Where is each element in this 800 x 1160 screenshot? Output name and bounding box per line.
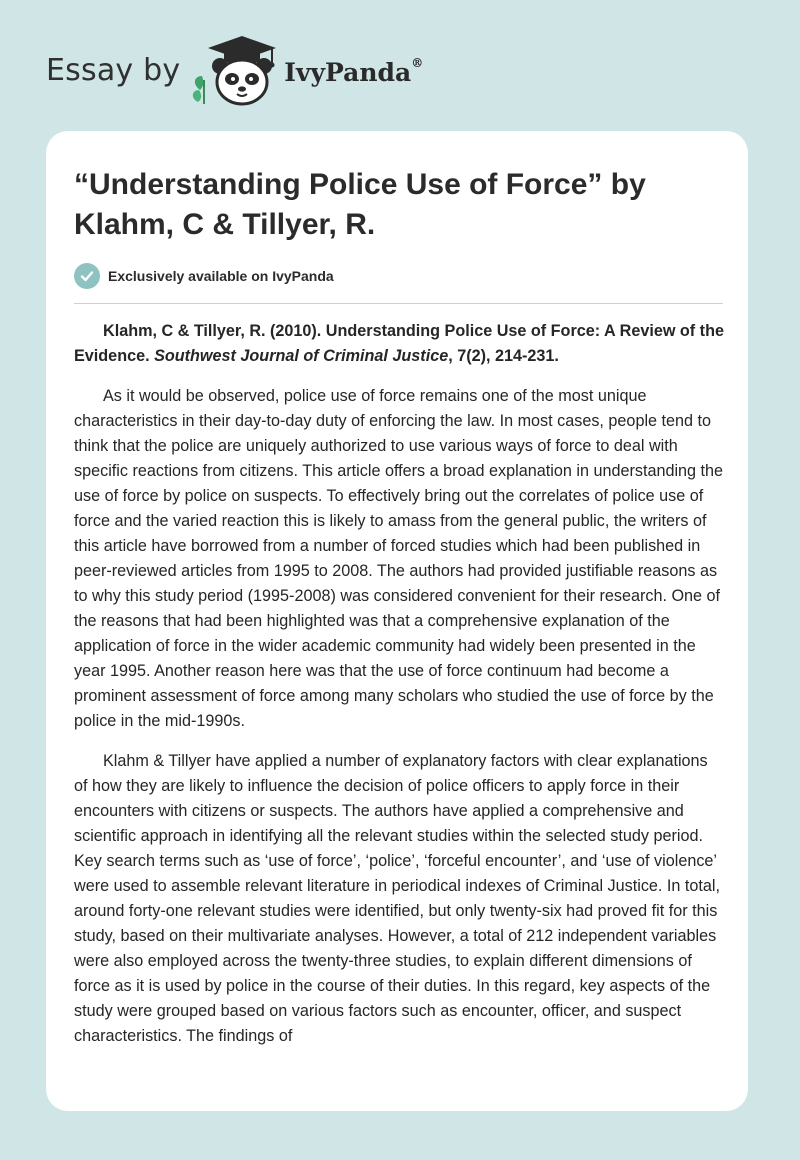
site-header — [46, 30, 506, 110]
reference-citation — [74, 319, 724, 369]
divider — [74, 303, 723, 304]
exclusive-badge — [74, 262, 334, 290]
check-icon — [74, 263, 100, 289]
reference-journal: Southwest Journal of Criminal Justice — [154, 347, 449, 365]
badge-text: Exclusively available on IvyPanda — [108, 268, 334, 284]
essay-title: “Understanding Police Use of Force” by Klahm, C & Tillyer, R. — [74, 168, 646, 241]
paragraph-1: As it would be observed, police use of force remains one of the most unique characteristics in their day-to-day duty of enforcing the law. In most cases, people tend to think that the police are uniquely authorized to use various ways of force to deal with specific reactions from citizens. This article offers a broad explanation in understanding the use of force by police on suspects. To effectively bring out the correlates of police use of force and the varied reaction this is likely to amass from the general public, the writers of this article have borrowed from a number of forced studies which had been published in peer-reviewed articles from 1995 to 2008. The authors had provided justifiable reasons as to why this study period (1995-2008) was considered convenient for their research. One of the reasons that had been highlighted was that a comprehensive explanation of the application of force in the wider academic community had widely been presented in the year 1995. Another reason here was that the use of force continuum had become a prominent assessment of force among many scholars who studied the use of force by the police in the mid-1990s. — [74, 387, 724, 730]
brand-name[interactable]: IvyPanda® — [284, 56, 424, 87]
registered-mark: ® — [411, 56, 424, 71]
essay-card — [46, 131, 748, 1111]
ivypanda-logo-icon[interactable] — [190, 32, 282, 108]
paragraph-2: Klahm & Tillyer have applied a number of explanatory factors with clear explanations of how they are likely to influence the decision of police officers to apply force in their encounters with citizens or suspects. The authors have applied a comprehensive and scientific approach in identifying all the relevant studies within the selected study period. Key search terms such as ‘use of force’, ‘police’, ‘forceful encounter’, and ‘use of violence’ were used to assemble relevant literature in periodical indexes of Criminal Justice. In total, around forty-one relevant studies were identified, but only twenty-six had proved fit for this study, based on their multivariate analyses. However, a total of 212 independent variables were also employed across the twenty-three studies, to explain different dimensions of force as it is used by police in the course of their duties. In this regard, key aspects of the study were grouped based on various factors such as encounter, officer, and suspect characteristics. The findings of — [74, 752, 721, 1045]
essay-by-label: Essay by — [46, 52, 181, 88]
reference-main: Klahm, C & Tillyer, R. (2010). Understanding Police Use of Force: A Review of the Evidence. — [74, 322, 724, 365]
essay-body — [74, 319, 724, 1064]
reference-tail: , 7(2), 214-231. — [448, 347, 559, 365]
